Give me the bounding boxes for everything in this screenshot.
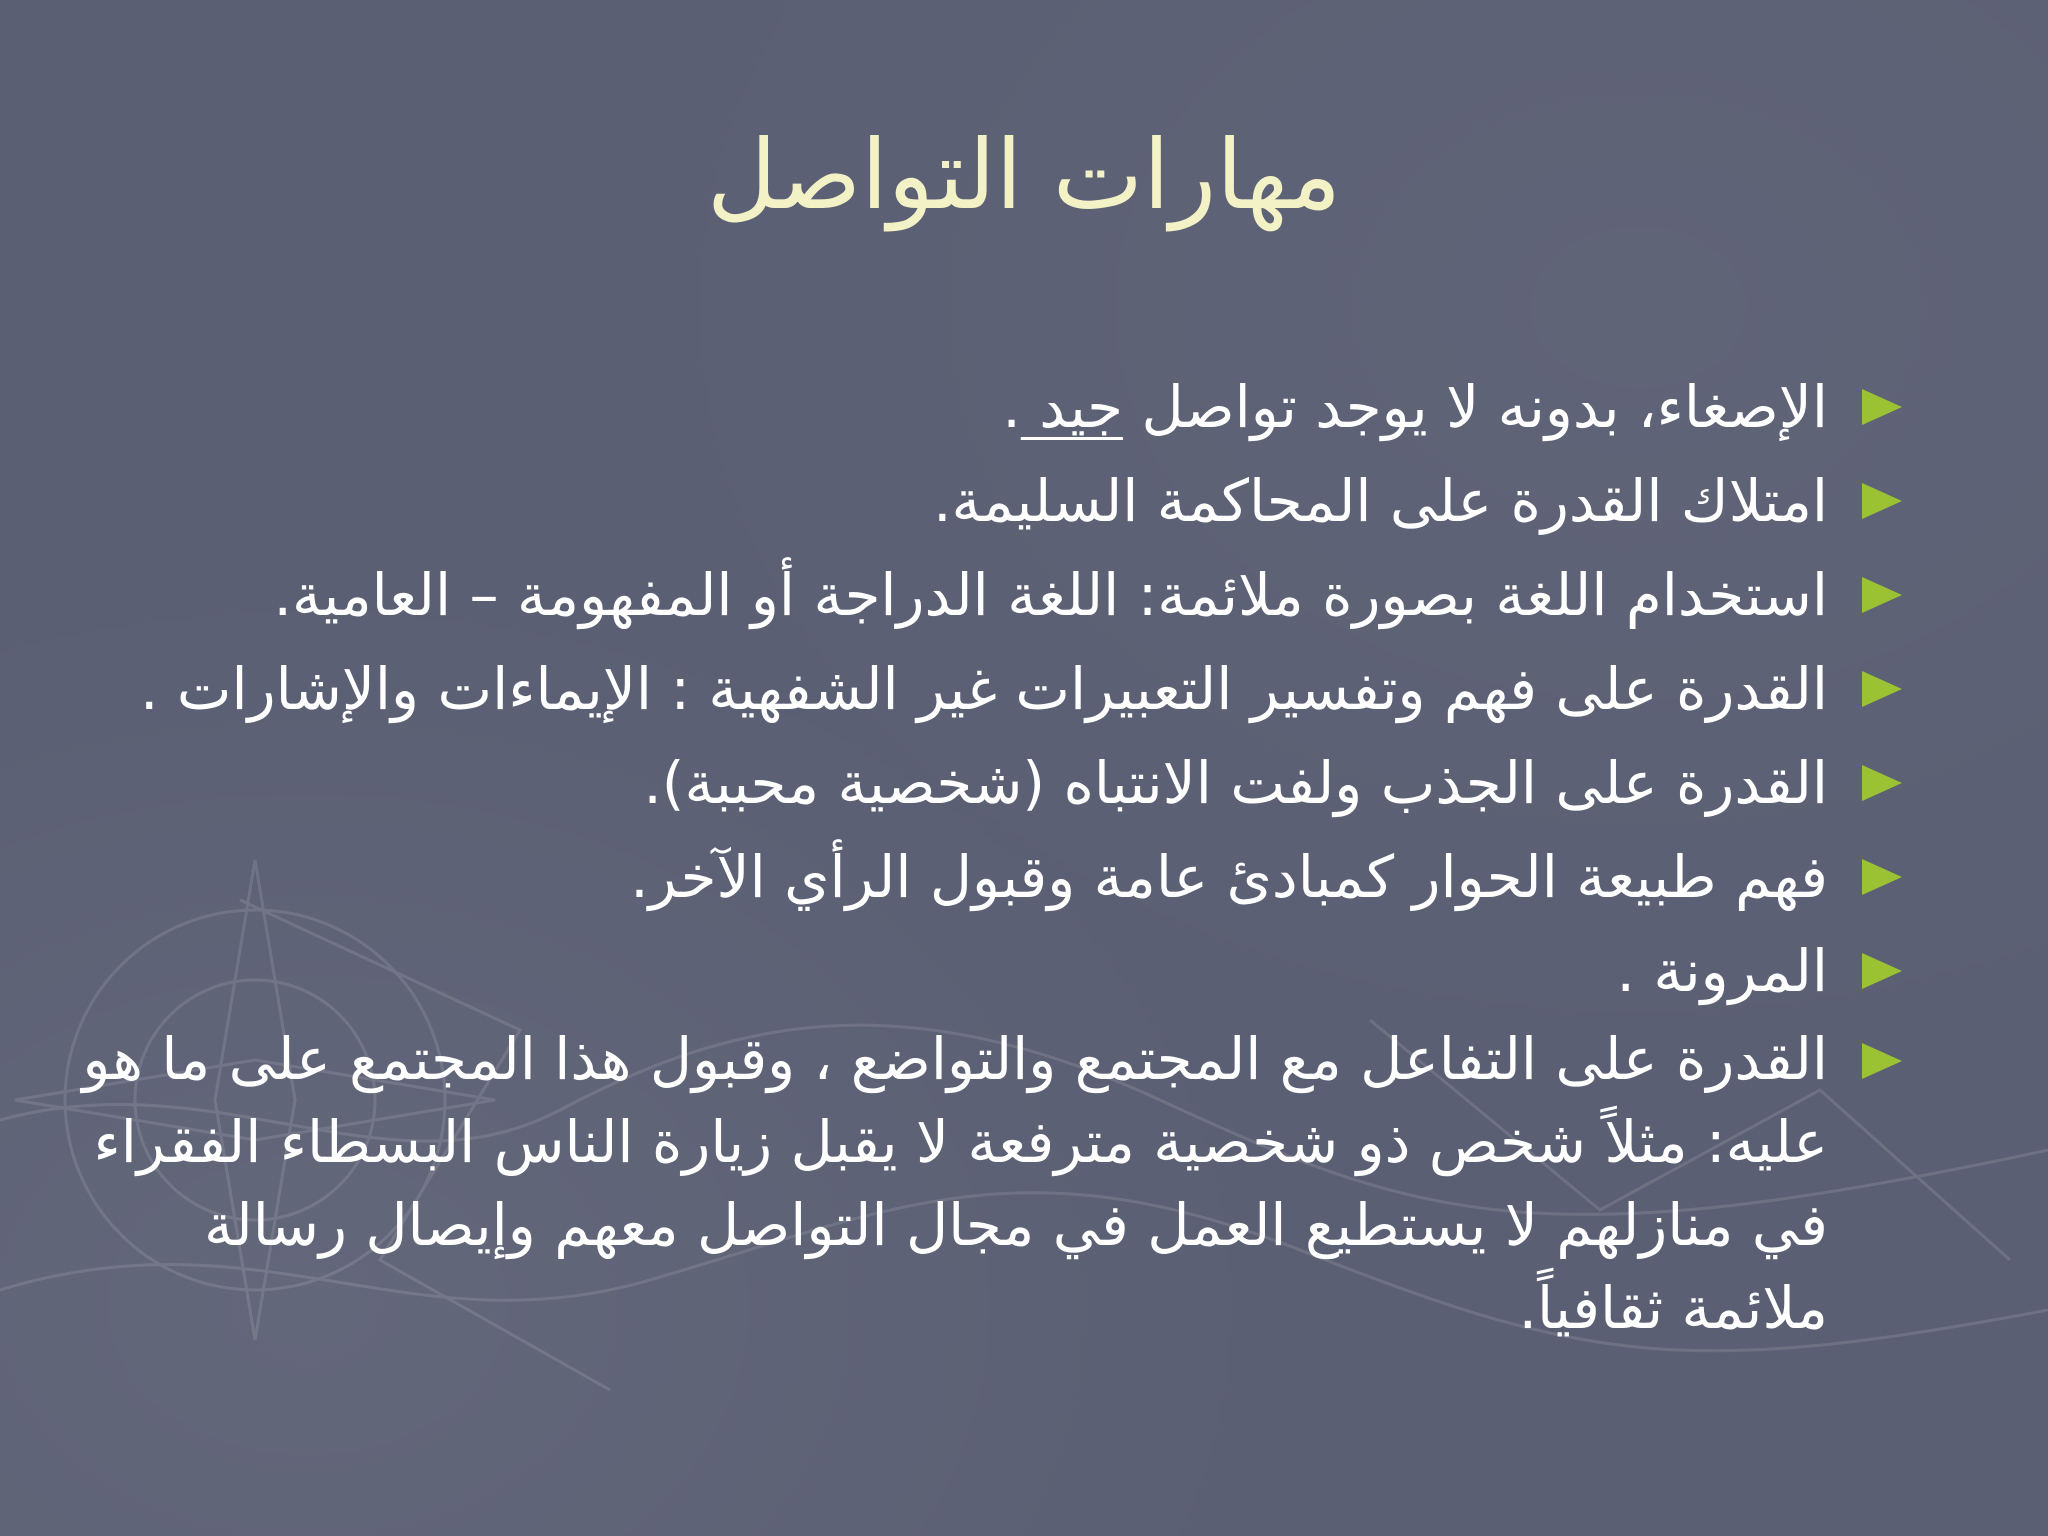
bullet-text: القدرة على فهم وتفسير التعبيرات غير الشفهية : الإيماءات والإشارات .	[139, 655, 1828, 723]
bullet-text: القدرة على التفاعل مع المجتمع والتواضع ، وقبول هذا المجتمع على ما هو عليه: مثلاً شخص ذو شخصية مترفعة لا يقبل زيارة الناس البسطاء الفقراء في منازلهم لا يستطيع العمل في مجال التواصل معهم وإيصال رسالة ملائمة ثقافياً.	[82, 1025, 1828, 1342]
bullet-judgment	[68, 454, 1988, 548]
triangle-arrow-icon	[1862, 671, 1902, 707]
bullet-text	[68, 360, 1828, 454]
bullet-text: المرونة .	[1616, 937, 1828, 1005]
triangle-arrow-icon	[1862, 577, 1902, 613]
bullet-text: القدرة على الجذب ولفت الانتباه (شخصية محببة).	[643, 749, 1828, 817]
bullet-text-before: الإصغاء، بدونه لا يوجد تواصل	[1123, 373, 1828, 441]
bullet-social-interaction	[68, 1018, 1988, 1350]
triangle-arrow-icon	[1862, 765, 1902, 801]
bullet-list	[68, 360, 1988, 1350]
bullet-text: امتلاك القدرة على المحاكمة السليمة.	[933, 467, 1828, 535]
bullet-attraction	[68, 736, 1988, 830]
bullet-text: استخدام اللغة بصورة ملائمة: اللغة الدراجة أو المفهومة – العامية.	[273, 561, 1828, 629]
triangle-arrow-icon	[1862, 953, 1902, 989]
slide-title: مهارات التواصل	[706, 119, 1342, 231]
triangle-arrow-icon	[1862, 1043, 1902, 1079]
bullet-listening	[68, 360, 1988, 454]
bullet-nonverbal	[68, 642, 1988, 736]
bullet-text-after: .	[1002, 373, 1021, 441]
bullet-text: فهم طبيعة الحوار كمبادئ عامة وقبول الرأي الآخر.	[630, 843, 1828, 911]
bullet-language	[68, 548, 1988, 642]
bullet-underlined-word: جيد	[1020, 373, 1124, 441]
bullet-flexibility	[68, 924, 1988, 1018]
triangle-arrow-icon	[1862, 859, 1902, 895]
triangle-arrow-icon	[1862, 483, 1902, 519]
triangle-arrow-icon	[1862, 389, 1902, 425]
bullet-dialogue	[68, 830, 1988, 924]
